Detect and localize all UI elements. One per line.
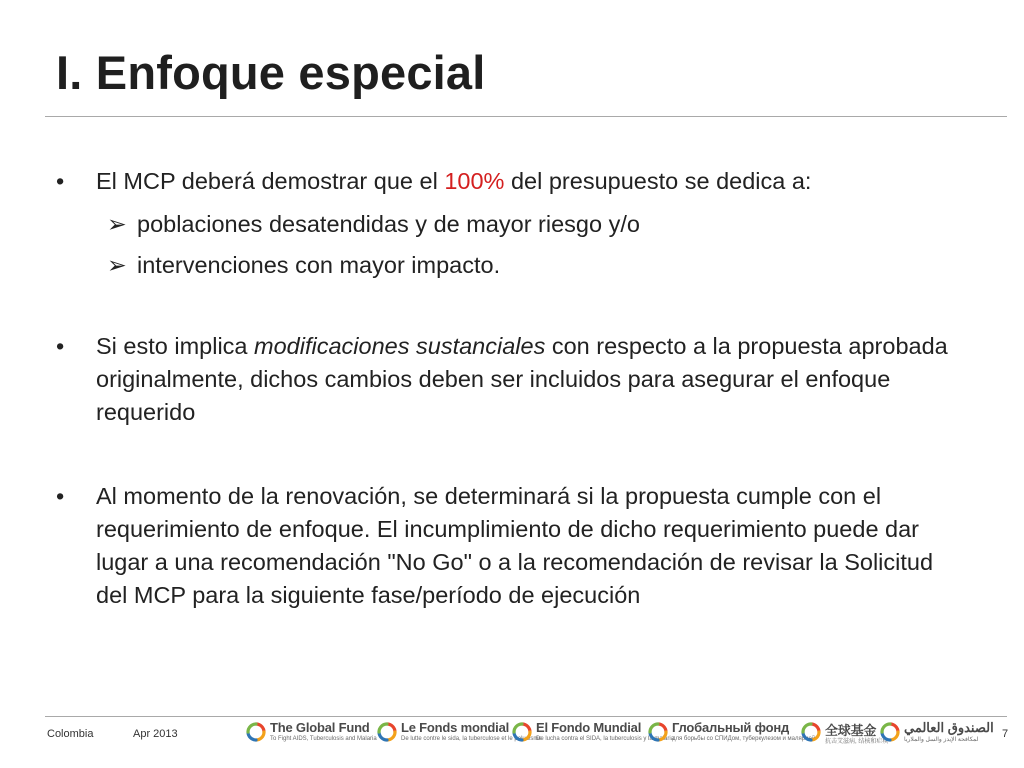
global-fund-swirl-icon <box>648 722 668 742</box>
bullet-text: Al momento de la renovación, se determinará si la propuesta cumple con el requerimiento de enfoque. El incumplimiento de dicho requerimiento puede dar lugar a una recomendación "No Go" o a la recomendación de revisar la Solicitud del MCP para la siguiente fase/período de ejecución <box>96 483 934 608</box>
global-fund-swirl-icon <box>512 722 532 742</box>
page-number: 7 <box>1002 728 1009 740</box>
bullet-dot-icon: • <box>56 333 65 359</box>
title-divider <box>45 116 1007 117</box>
highlight-percentage: 100% <box>444 168 505 194</box>
arrow-bullet-icon: ➢ <box>107 211 127 237</box>
sub-bullet-text: intervenciones con mayor impacto. <box>137 252 501 278</box>
global-fund-swirl-icon <box>801 722 821 742</box>
bullet-text: Si esto implica modificaciones sustanciales con respecto a la propuesta aprobada originalmente, dichos cambios deben ser incluidos para asegurar el enfoque requerido <box>96 333 948 425</box>
bullet-dot-icon: • <box>56 483 65 509</box>
bullet-dot-icon: • <box>56 168 65 194</box>
italic-emphasis: modificaciones sustanciales <box>254 333 546 359</box>
footer-country: Colombia <box>47 728 94 740</box>
slide-title: I. Enfoque especial <box>56 46 486 99</box>
global-fund-swirl-icon <box>377 722 397 742</box>
global-fund-swirl-icon <box>246 722 266 742</box>
bullet-item <box>56 330 966 429</box>
bullet-item <box>56 165 966 198</box>
footer-divider <box>45 716 1007 717</box>
footer-date: Apr 2013 <box>133 728 178 740</box>
global-fund-swirl-icon <box>880 722 900 742</box>
sub-bullet-item <box>107 249 500 282</box>
sub-bullet-item <box>107 208 640 241</box>
bullet-item <box>56 480 966 612</box>
bullet-text: El MCP deberá demostrar que el 100% del presupuesto se dedica a: <box>96 168 812 194</box>
global-fund-logo-strip: The Global Fund To Fight AIDS, Tuberculosis and Malaria Le Fonds mondial De lutte contre le sida, la tuberculose et le paludisme El Fondo Mundial De lucha contra el SIDA, la tuberculosis y la malaria Глобальный фонд для борьбы со СПИДом, туберкулезом и малярией 全球基金 抗击艾滋病, 结核和疟疾 الصندوق العالمي لمكافحة الإيدز والسل والملاريا <box>246 720 991 748</box>
sub-bullet-text: poblaciones desatendidas y de mayor riesgo y/o <box>137 211 640 237</box>
arrow-bullet-icon: ➢ <box>107 252 127 278</box>
